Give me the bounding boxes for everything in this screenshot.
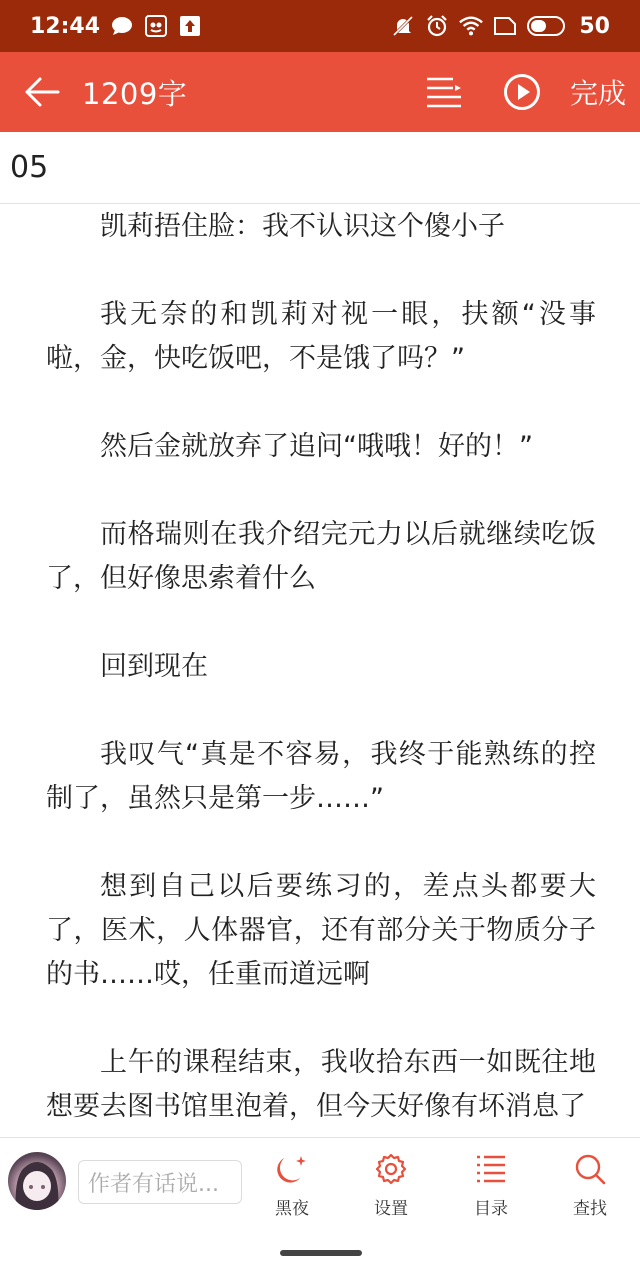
gear-icon — [374, 1152, 408, 1186]
app-notification-icon — [144, 14, 168, 38]
paragraph: 上午的课程结束，我收拾东西一如既往地想要去图书馆里泡着，但今天好像有坏消息了 — [46, 1047, 596, 1122]
bottom-toolbar — [0, 1137, 640, 1280]
moon-icon — [275, 1152, 309, 1186]
chapter-content[interactable] — [0, 205, 640, 1137]
night-mode-button[interactable] — [252, 1152, 332, 1222]
home-indicator[interactable] — [280, 1250, 362, 1256]
status-bar — [0, 0, 640, 52]
paragraph: 凯莉捂住脸：我不认识这个傻小子 — [100, 211, 505, 242]
status-time: 12:44 — [30, 13, 101, 39]
settings-label: 设置 — [374, 1199, 408, 1219]
table-of-contents-button[interactable] — [451, 1152, 531, 1222]
search-button[interactable] — [550, 1152, 630, 1222]
paragraph: 回到现在 — [100, 651, 208, 682]
alarm-icon — [425, 14, 449, 38]
paragraph: 然后金就放弃了追问“哦哦！好的！” — [100, 431, 533, 462]
table-of-contents-label: 目录 — [474, 1199, 508, 1219]
battery-percent: 50 — [579, 13, 610, 39]
app-bar — [0, 52, 640, 132]
format-button[interactable] — [422, 70, 466, 114]
align-lines-icon — [425, 76, 463, 108]
arrow-left-icon — [24, 76, 60, 108]
play-button[interactable] — [500, 70, 544, 114]
paragraph: 我叹气“真是不容易，我终于能熟练的控制了，虽然只是第一步……” — [46, 739, 596, 814]
search-label: 查找 — [573, 1199, 607, 1219]
done-button[interactable]: 完成 — [569, 77, 626, 110]
battery-icon — [527, 16, 565, 36]
paragraph: 想到自己以后要练习的，差点头都要大了，医术，人体器官，还有部分关于物质分子的书……哎，任重而道远啊 — [46, 871, 596, 990]
paragraph: 我无奈的和凯莉对视一眼，扶额“没事啦，金，快吃饭吧，不是饿了吗？” — [46, 299, 596, 374]
upload-icon — [178, 14, 202, 38]
wifi-icon — [459, 14, 483, 38]
chat-bubble-icon — [110, 14, 134, 38]
author-note-input[interactable]: 作者有话说... — [78, 1160, 242, 1204]
night-mode-label: 黑夜 — [275, 1199, 309, 1219]
status-left — [30, 14, 202, 39]
battery-fill — [531, 20, 546, 32]
avatar[interactable] — [8, 1152, 66, 1210]
status-right — [391, 14, 610, 39]
play-circle-icon — [503, 73, 541, 111]
back-button[interactable] — [20, 70, 64, 114]
paragraph: 而格瑞则在我介绍完元力以后就继续吃饭了，但好像思索着什么 — [46, 519, 596, 594]
settings-button[interactable] — [351, 1152, 431, 1222]
search-icon — [573, 1152, 607, 1186]
sim-card-icon — [493, 14, 517, 38]
chapter-title[interactable]: 05 — [0, 132, 640, 204]
mute-icon — [391, 14, 415, 38]
word-count-title: 1209字 — [82, 76, 188, 111]
list-icon — [474, 1152, 508, 1186]
